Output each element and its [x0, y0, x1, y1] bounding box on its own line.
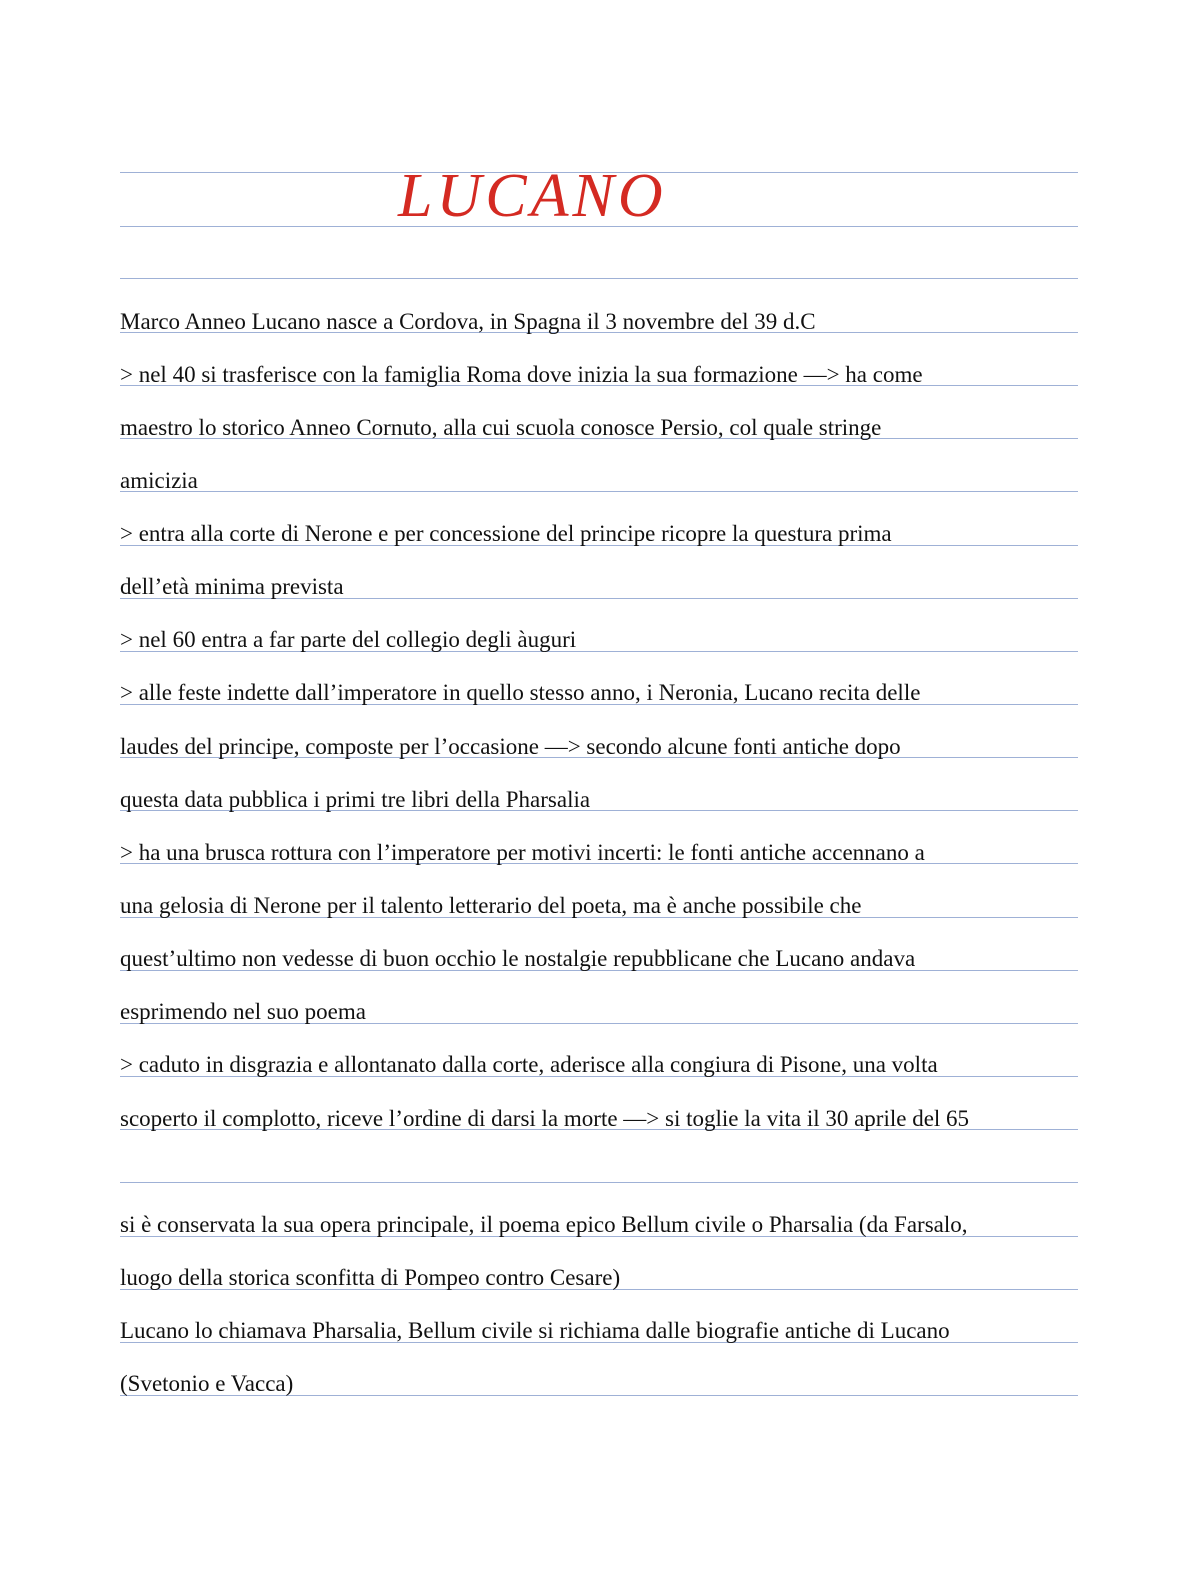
- text-line: questa data pubblica i primi tre libri della Pharsalia: [120, 787, 591, 812]
- text-line: dell’età minima prevista: [120, 574, 344, 599]
- text-line: (Svetonio e Vacca): [120, 1371, 294, 1396]
- text-line: Marco Anneo Lucano nasce a Cordova, in Spagna il 3 novembre del 39 d.C: [120, 309, 816, 334]
- text-line: quest’ultimo non vedesse di buon occhio le nostalgie repubblicane che Lucano andava: [120, 946, 916, 971]
- text-line: > alle feste indette dall’imperatore in quello stesso anno, i Neronia, Lucano recita delle: [120, 680, 921, 705]
- text-line: > caduto in disgrazia e allontanato dalla corte, aderisce alla congiura di Pisone, una volta: [120, 1052, 938, 1077]
- text-line: luogo della storica sconfitta di Pompeo contro Cesare): [120, 1265, 621, 1290]
- text-line: > entra alla corte di Nerone e per concessione del principe ricopre la questura prima: [120, 521, 892, 546]
- text-line: una gelosia di Nerone per il talento letterario del poeta, ma è anche possibile che: [120, 893, 862, 918]
- text-line: si è conservata la sua opera principale, il poema epico Bellum civile o Pharsalia (da Farsalo,: [120, 1212, 968, 1237]
- ruled-line: [120, 278, 1078, 279]
- text-line: > nel 60 entra a far parte del collegio degli àuguri: [120, 627, 577, 652]
- page-title: LUCANO: [398, 162, 667, 230]
- text-line: > nel 40 si trasferisce con la famiglia Roma dove inizia la sua formazione —> ha come: [120, 362, 923, 387]
- text-line: Lucano lo chiamava Pharsalia, Bellum civile si richiama dalle biografie antiche di Lucano: [120, 1318, 950, 1343]
- text-line: maestro lo storico Anneo Cornuto, alla cui scuola conosce Persio, col quale stringe: [120, 415, 882, 440]
- text-line: amicizia: [120, 468, 198, 493]
- text-line: esprimendo nel suo poema: [120, 999, 366, 1024]
- text-line: > ha una brusca rottura con l’imperatore per motivi incerti: le fonti antiche accennano a: [120, 840, 925, 865]
- text-line: laudes del principe, composte per l’occasione —> secondo alcune fonti antiche dopo: [120, 734, 901, 759]
- ruled-line: [120, 1182, 1078, 1183]
- text-line: scoperto il complotto, riceve l’ordine di darsi la morte —> si toglie la vita il 30 aprile del 65: [120, 1106, 970, 1131]
